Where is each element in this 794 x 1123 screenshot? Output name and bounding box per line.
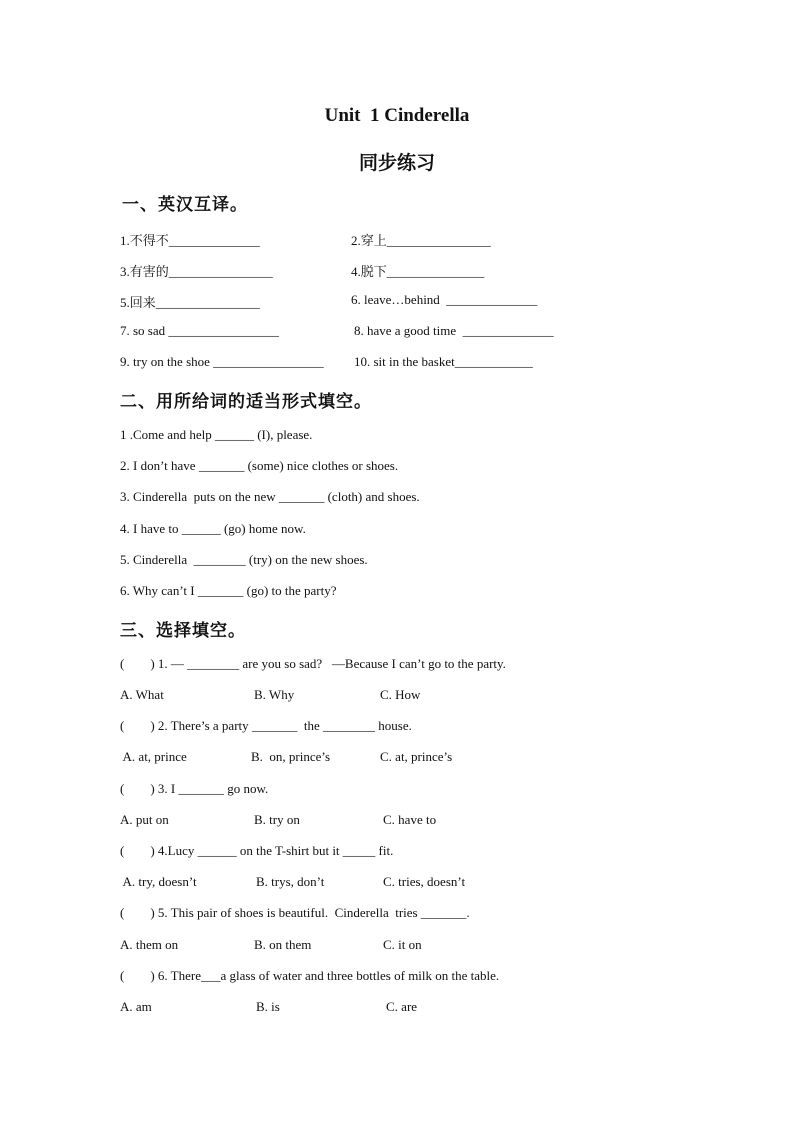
choice-option-b: B. Why (254, 687, 295, 702)
fill-blank-item: 5. Cinderella ________ (try) on the new shoes. (120, 552, 368, 567)
fill-blank-item: 4. I have to ______ (go) home now. (120, 521, 306, 536)
fill-blank-item: 1 .Come and help ______ (I), please. (120, 427, 313, 442)
translation-item: 10. sit in the basket____________ (354, 354, 533, 369)
choice-option-a: A. put on (120, 812, 169, 827)
choice-option-c: C. tries, doesn’t (383, 874, 466, 889)
fill-blank-item: 6. Why can’t I _______ (go) to the party? (120, 583, 337, 598)
section3-heading: 三、选择填空。 (120, 621, 246, 640)
fill-blank-item: 3. Cinderella puts on the new _______ (cloth) and shoes. (120, 489, 420, 504)
choice-option-a: A. What (120, 687, 164, 702)
page-title: Unit 1 Cinderella (324, 105, 470, 126)
choice-option-a: A. try, doesn’t (120, 874, 197, 889)
translation-item: 2.穿上________________ (351, 233, 491, 248)
section1-heading: 一、英汉互译。 (122, 195, 248, 214)
choice-option-b: B. on them (254, 937, 312, 952)
choice-question: ( ) 1. — ________ are you so sad? —Because I can’t go to the party. (120, 656, 506, 671)
choice-option-c: C. have to (383, 812, 437, 827)
translation-item: 6. leave…behind ______________ (351, 292, 538, 307)
choice-option-b: B. is (256, 999, 280, 1014)
translation-item: 9. try on the shoe _________________ (120, 354, 324, 369)
choice-question: ( ) 3. I _______ go now. (120, 781, 269, 796)
translation-item: 3.有害的________________ (120, 264, 273, 279)
translation-item: 5.回来________________ (120, 295, 260, 310)
choice-option-c: C. it on (383, 937, 422, 952)
translation-item: 8. have a good time ______________ (354, 323, 554, 338)
choice-option-c: C. How (380, 687, 421, 702)
choice-option-b: B. trys, don’t (256, 874, 325, 889)
choice-option-b: B. try on (254, 812, 300, 827)
page-subtitle: 同步练习 (358, 153, 435, 174)
choice-option-a: A. am (120, 999, 152, 1014)
choice-option-a: A. at, prince (120, 749, 187, 764)
choice-question: ( ) 2. There’s a party _______ the ________ house. (120, 718, 412, 733)
translation-item: 4.脱下_______________ (351, 264, 485, 279)
translation-item: 1.不得不______________ (120, 233, 260, 248)
choice-question: ( ) 4.Lucy ______ on the T-shirt but it _____ fit. (120, 843, 394, 858)
choice-option-c: C. are (386, 999, 418, 1014)
section2-heading: 二、用所给词的适当形式填空。 (120, 392, 372, 411)
choice-option-b: B. on, prince’s (251, 749, 331, 764)
choice-question: ( ) 5. This pair of shoes is beautiful. Cinderella tries _______. (120, 905, 470, 920)
choice-option-c: C. at, prince’s (380, 749, 453, 764)
choice-question: ( ) 6. There___a glass of water and three bottles of milk on the table. (120, 968, 500, 983)
fill-blank-item: 2. I don’t have _______ (some) nice clothes or shoes. (120, 458, 399, 473)
translation-item: 7. so sad _________________ (120, 323, 279, 338)
choice-option-a: A. them on (120, 937, 179, 952)
